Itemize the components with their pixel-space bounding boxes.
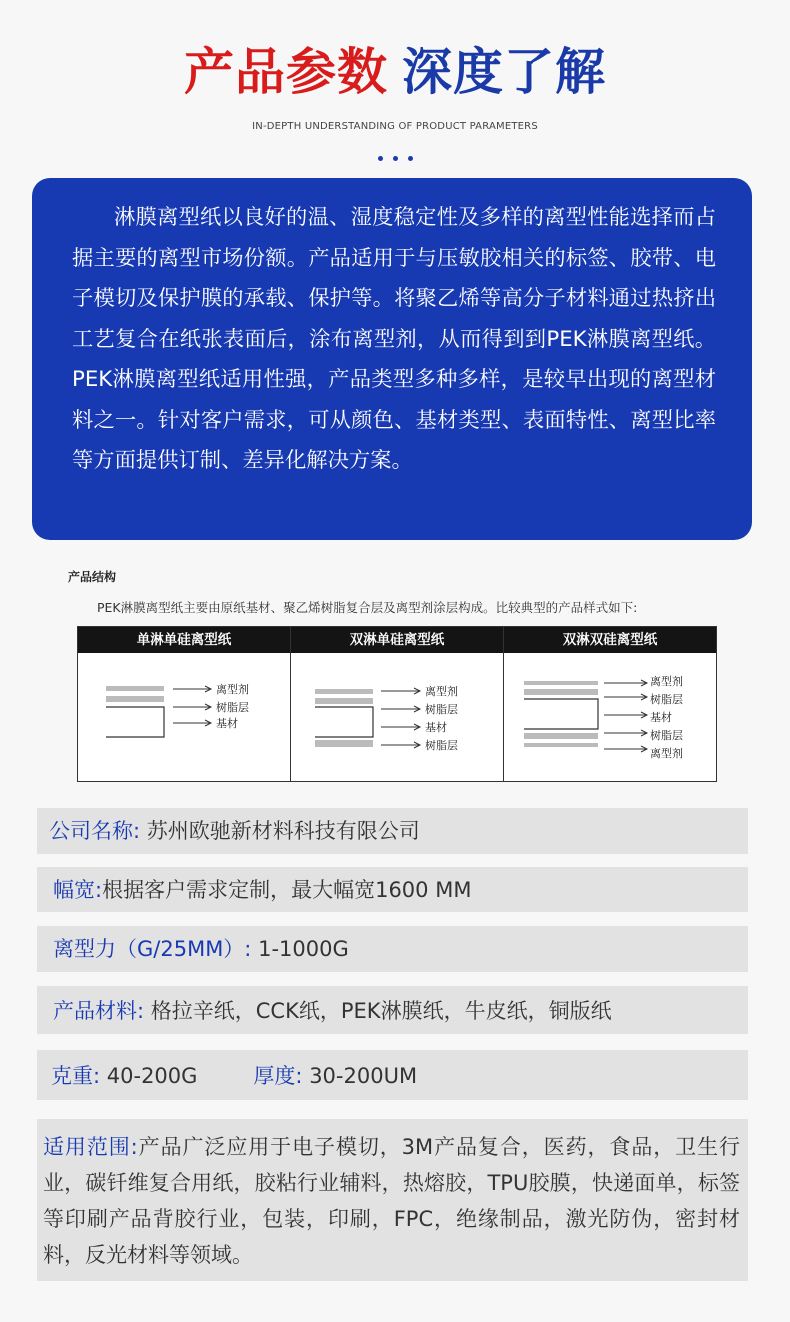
structure-title: 产品结构 [68, 570, 117, 584]
structure-column-title: 单淋单硅离型纸 [78, 627, 290, 653]
layer-label: 树脂层 [216, 701, 249, 714]
spec-value: 根据客户需求定制，最大幅宽1600 MM [102, 878, 472, 902]
layer-diagram-1 [78, 653, 290, 781]
structure-description: PEK淋膜离型纸主要由原纸基材、聚乙烯树脂复合层及离型剂涂层构成。比较典型的产品样式如下: [97, 600, 638, 615]
spec-value: 30-200UM [309, 1064, 418, 1088]
spec-row-width [37, 867, 748, 912]
spec-row-release-force [37, 926, 748, 972]
spec-label: 厚度: [253, 1064, 303, 1088]
layer-label: 离型剂 [650, 747, 683, 760]
spec-label: 适用范围: [43, 1135, 138, 1159]
layer-label: 基材 [425, 721, 447, 734]
structure-table [77, 626, 717, 782]
intro-panel [32, 178, 752, 540]
layer-label: 树脂层 [650, 729, 683, 742]
spec-row-weight-thickness [37, 1050, 748, 1100]
dots-decoration [0, 146, 790, 165]
spec-value: 苏州欧驰新材料科技有限公司 [146, 819, 420, 843]
layer-label: 离型剂 [425, 685, 458, 698]
page-subtitle: IN-DEPTH UNDERSTANDING OF PRODUCT PARAMETERS [252, 121, 538, 132]
layer-label: 基材 [216, 717, 238, 730]
structure-column-2 [291, 627, 504, 781]
spec-row-materials [37, 986, 748, 1034]
layer-label: 离型剂 [650, 675, 683, 688]
layer-label: 离型剂 [216, 683, 249, 696]
spec-value: 产品广泛应用于电子模切，3M产品复合，医药，食品，卫生行业，碳钎维复合用纸，胶粘行业辅料，热熔胶，TPU胶膜，快递面单，标签等印刷产品背胶行业，包装，印刷，FPC，绝缘制品，激光防伪，密封材料，反光材料等领域。 [43, 1135, 740, 1267]
layer-label: 树脂层 [425, 739, 458, 752]
layer-label: 树脂层 [425, 703, 458, 716]
page-title [0, 40, 790, 104]
layer-label: 基材 [650, 711, 672, 724]
structure-column-title: 双淋单硅离型纸 [291, 627, 503, 653]
spec-value: 40-200G [106, 1064, 198, 1088]
spec-label: 公司名称: [49, 819, 141, 843]
spec-label: 离型力（G/25MM）: [53, 937, 252, 961]
structure-column-title: 双淋双硅离型纸 [504, 627, 716, 653]
layer-diagram-2 [291, 653, 503, 781]
title-blue: 深度了解 [402, 43, 606, 101]
spec-row-applications [37, 1119, 748, 1281]
structure-column-1 [78, 627, 291, 781]
spec-label: 产品材料: [53, 999, 145, 1023]
spec-label: 克重: [51, 1064, 101, 1088]
spec-value: 1-1000G [258, 937, 349, 961]
spec-row-company [37, 808, 748, 854]
layer-label: 树脂层 [650, 693, 683, 706]
spec-label: 幅宽: [53, 878, 103, 902]
structure-column-3 [504, 627, 716, 781]
spec-value: 格拉辛纸，CCK纸，PEK淋膜纸，牛皮纸，铜版纸 [150, 999, 612, 1023]
layer-diagram-3 [504, 653, 716, 781]
intro-text: 淋膜离型纸以良好的温、湿度稳定性及多样的离型性能选择而占据主要的离型市场份额。产品适用于与压敏胶相关的标签、胶带、电子模切及保护膜的承载、保护等。将聚乙烯等高分子材料通过热挤出工艺复合在纸张表面后，涂布离型剂，从而得到到PEK淋膜离型纸。PEK淋膜离型纸适用性强，产品类型多种多样，是较早出现的离型材料之一。针对客户需求，可从颜色、基材类型、表面特性、离型比率等方面提供订制、差异化解决方案。 [72, 205, 716, 473]
title-red: 产品参数 [184, 43, 388, 101]
